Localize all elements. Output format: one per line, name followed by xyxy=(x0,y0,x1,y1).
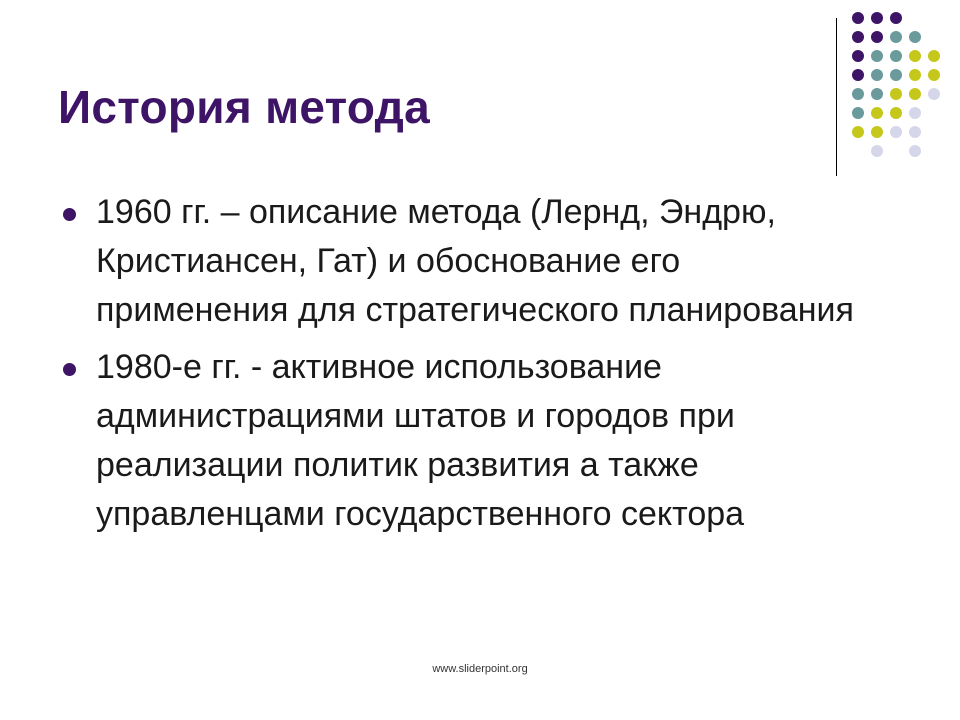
bullet-marker xyxy=(63,363,76,376)
bullet-text: 1980-е гг. - активное использование администрациями штатов и городов при реализации политик развития а также управленцами государственного сектора xyxy=(96,348,745,533)
decorative-dot xyxy=(909,69,921,81)
bullet-item xyxy=(58,343,878,539)
bullet-list xyxy=(58,188,878,547)
decorative-dot-grid xyxy=(846,12,946,162)
decorative-dot xyxy=(852,50,864,62)
decorative-dot xyxy=(890,12,902,24)
bullet-item xyxy=(58,188,878,335)
decorative-dot xyxy=(909,107,921,119)
footer-text: www.sliderpoint.org xyxy=(432,663,528,675)
decorative-dot xyxy=(871,107,883,119)
decorative-dot xyxy=(928,69,940,81)
bullet-marker xyxy=(63,208,76,221)
decorative-dot xyxy=(852,107,864,119)
decorative-dot xyxy=(852,126,864,138)
bullet-text: 1960 гг. – описание метода (Лернд, Эндрю, Кристиансен, Гат) и обоснование его применения для стратегического планирования xyxy=(96,193,854,329)
decorative-dot xyxy=(890,31,902,43)
vertical-divider xyxy=(836,18,837,176)
decorative-dot xyxy=(909,50,921,62)
decorative-dot xyxy=(909,145,921,157)
decorative-dot xyxy=(928,88,940,100)
decorative-dot xyxy=(909,88,921,100)
decorative-dot xyxy=(852,12,864,24)
decorative-dot xyxy=(852,88,864,100)
decorative-dot xyxy=(890,88,902,100)
decorative-dot xyxy=(909,31,921,43)
decorative-dot xyxy=(871,145,883,157)
decorative-dot xyxy=(909,126,921,138)
decorative-dot xyxy=(890,50,902,62)
decorative-dot xyxy=(890,107,902,119)
decorative-dot xyxy=(871,88,883,100)
footer-url xyxy=(0,663,960,675)
decorative-dot xyxy=(871,50,883,62)
decorative-dot xyxy=(928,50,940,62)
decorative-dot xyxy=(890,69,902,81)
decorative-dot xyxy=(871,126,883,138)
slide-title: История метода xyxy=(58,81,431,133)
decorative-dot xyxy=(871,12,883,24)
decorative-dot xyxy=(852,31,864,43)
decorative-dot xyxy=(871,31,883,43)
decorative-dot xyxy=(852,69,864,81)
decorative-dot xyxy=(871,69,883,81)
decorative-dot xyxy=(890,126,902,138)
